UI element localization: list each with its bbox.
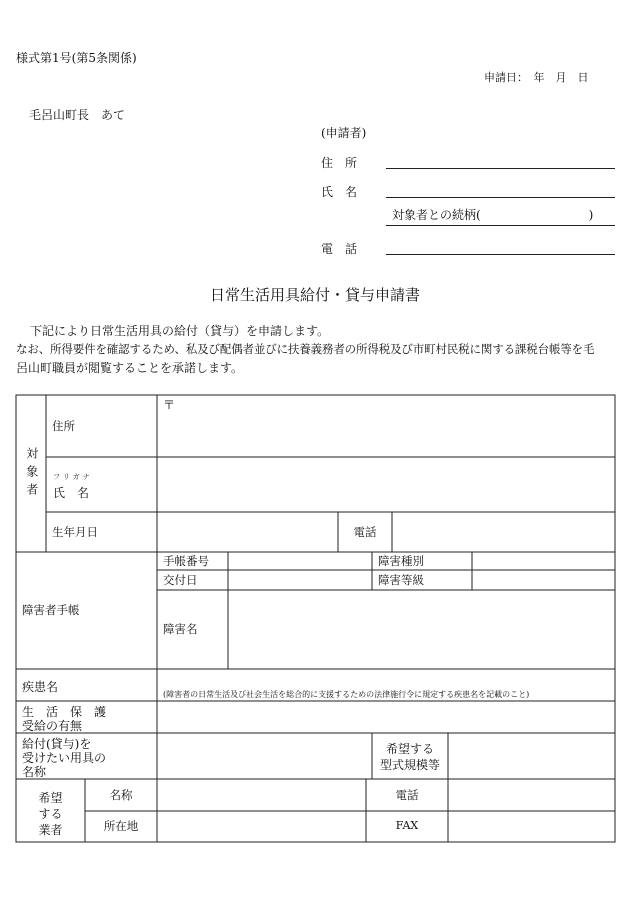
applicant-heading: (申請者)	[321, 126, 367, 140]
applicant-address-label: 住 所	[321, 156, 358, 170]
issue-date-label: 交付日	[163, 572, 198, 587]
disability-name-field[interactable]	[229, 591, 614, 668]
disability-grade-field[interactable]	[473, 571, 614, 589]
vendor-name-label: 名称	[109, 787, 133, 802]
address-field[interactable]	[158, 410, 614, 456]
form-number: 様式第1号(第5条関係)	[16, 51, 137, 65]
application-date-label: 申請日： 年 月 日	[484, 71, 589, 84]
vendor-fax-label: FAX	[395, 819, 419, 833]
vendor-location-field[interactable]	[158, 812, 365, 841]
subject-phone-label: 電話	[353, 524, 377, 539]
welfare-label-line-2: 受給の有無	[22, 719, 83, 733]
vendor-name-field[interactable]	[158, 780, 365, 810]
name-field[interactable]	[158, 458, 614, 511]
welfare-field[interactable]	[158, 702, 614, 732]
furigana-label: フリガナ	[53, 473, 93, 481]
issue-date-field[interactable]	[229, 571, 371, 589]
address-label: 住所	[52, 418, 75, 433]
equipment-field[interactable]	[158, 734, 371, 778]
model-label-line-1: 希望する	[385, 742, 434, 756]
disability-grade-label: 障害等級	[378, 572, 424, 587]
body-line-1: 下記により日常生活用具の給付（貸与）を申請します。	[30, 324, 330, 338]
equipment-label-line-2: 受けたい用具の	[22, 751, 107, 765]
disease-label: 疾患名	[22, 680, 59, 694]
applicant-phone-label: 電 話	[321, 242, 358, 256]
subject-phone-field[interactable]	[393, 513, 614, 551]
addressee: 毛呂山町長 あて	[29, 108, 126, 122]
birthdate-field[interactable]	[158, 513, 337, 551]
disability-type-label: 障害種別	[378, 553, 424, 568]
disease-note: (障害者の日常生活及び社会生活を総合的に支援するための法律施行令に規定する疾患名を記載のこと)	[163, 690, 530, 699]
subject-label	[16, 395, 46, 552]
vendor-label-line-1: 希望	[38, 791, 63, 805]
vendor-phone-label: 電話	[395, 787, 419, 802]
model-label-line-2: 型式規模等	[379, 758, 440, 772]
name-label: 氏 名	[53, 486, 90, 500]
body-line-2: なお、所得要件を確認するため、私及び配偶者並びに扶養義務者の所得税及び市町村民税に関する課税台帳等を毛	[16, 342, 595, 356]
model-field[interactable]	[449, 734, 614, 778]
vendor-label-line-3: 業者	[38, 823, 63, 837]
vendor-fax-field[interactable]	[449, 812, 614, 841]
subject-label-text: 対象者	[24, 446, 39, 501]
vendor-phone-field[interactable]	[449, 780, 614, 810]
handbook-number-field[interactable]	[229, 553, 371, 569]
welfare-label-line-1: 生 活 保 護	[22, 705, 107, 719]
equipment-label-line-3: 名称	[22, 765, 47, 779]
disability-name-label: 障害名	[163, 622, 198, 637]
handbook-label: 障害者手帳	[22, 603, 80, 618]
vendor-label-line-2: する	[38, 807, 63, 821]
birthdate-label: 生年月日	[52, 524, 98, 539]
body-line-3: 呂山町職員が閲覧することを承諾します。	[16, 361, 244, 375]
postal-mark: 〒	[163, 398, 176, 412]
document-title: 日常生活用具給付・貸与申請書	[209, 286, 420, 304]
relation-label: 対象者との続柄( )	[392, 208, 594, 222]
vendor-location-label: 所在地	[103, 819, 139, 834]
handbook-number-label: 手帳番号	[163, 553, 209, 568]
equipment-label-line-1: 給付(貸与)を	[22, 737, 92, 751]
disability-type-field[interactable]	[473, 553, 614, 569]
applicant-name-label: 氏 名	[321, 185, 358, 199]
